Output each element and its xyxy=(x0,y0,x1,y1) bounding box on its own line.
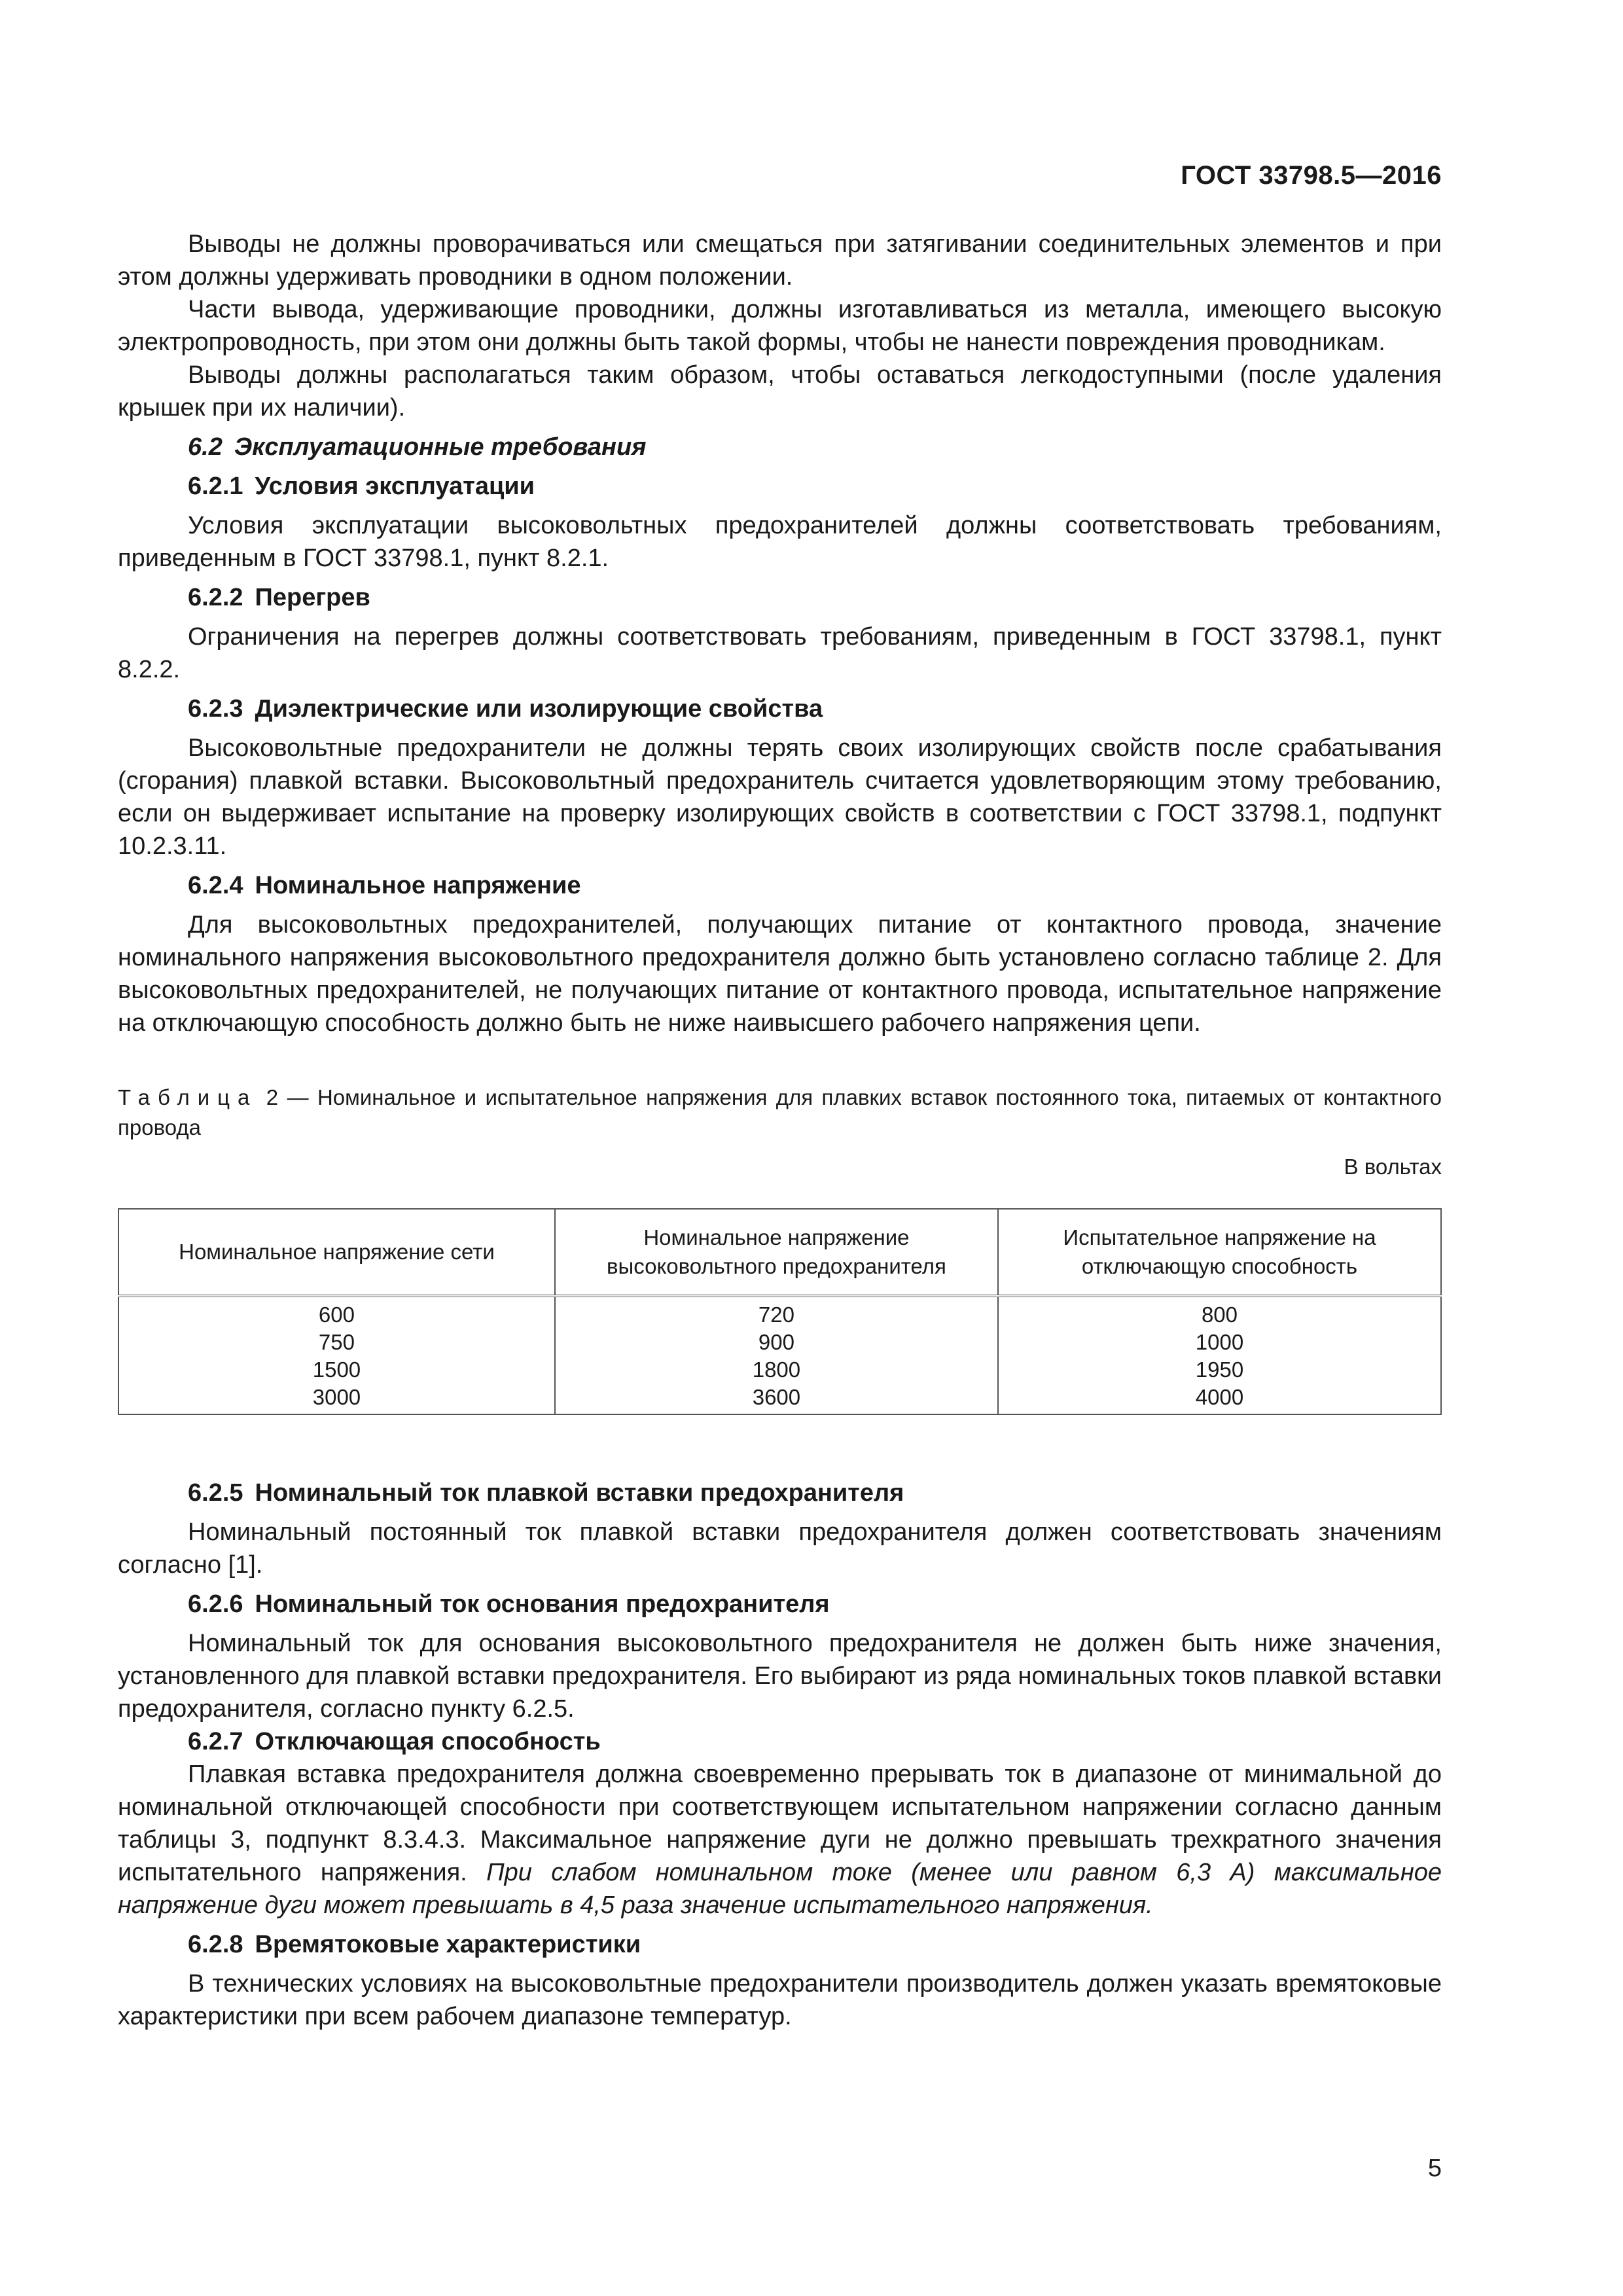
table-units: В вольтах xyxy=(1344,1155,1442,1179)
section-text-6-2-7-italic: При слабом номинальном токе (менее или равном 6,3 А) максимальное напряжение дуги может превышать в 4,5 раза значение испытательного напряжения. xyxy=(118,1859,1442,1919)
table-header-row xyxy=(118,1209,1441,1296)
table-cell-col-3: 800 1000 1950 4000 xyxy=(998,1296,1441,1414)
section-text-6-2-5: Номинальный постоянный ток плавкой вставки предохранителя должен соответствовать значениям согласно [1]. xyxy=(118,1518,1442,1579)
section-heading-6-2-8: 6.2.8 Времятоковые характеристики xyxy=(188,1931,641,1958)
section-text-6-2-8: В технических условиях на высоковольтные предохранители производитель должен указать времятоковые характеристики при всем рабочем диапазоне температур. xyxy=(118,1970,1442,2030)
section-text-6-2-3: Высоковольтные предохранители не должны терять своих изолирующих свойств после срабатывания (сгорания) плавкой вставки. Высоковольтный предохранитель считается удовлетворяющим этому требованию, если он выдерживает испытание на проверку изолирующих свойств в соответствии с ГОСТ 33798.1, подпункт 10.2.3.11. xyxy=(118,734,1442,860)
page-number: 5 xyxy=(1427,2155,1442,2182)
section-heading-6-2-7: 6.2.7 Отключающая способность xyxy=(188,1728,601,1755)
table-cell-col-2: 720 900 1800 3600 xyxy=(555,1296,998,1414)
section-heading-6-2: 6.2 Эксплуатационные требования xyxy=(188,433,647,461)
section-heading-6-2-2: 6.2.2 Перегрев xyxy=(188,584,370,611)
table-header-cell: Испытательное напряжение на отключающую способность xyxy=(998,1209,1441,1296)
after-table-block xyxy=(118,1477,1442,2033)
document-header: ГОСТ 33798.5—2016 xyxy=(1181,161,1442,190)
section-heading-6-2-1: 6.2.1 Условия эксплуатации xyxy=(188,473,535,500)
section-heading-6-2-3: 6.2.3 Диэлектрические или изолирующие свойства xyxy=(188,695,823,723)
intro-paragraph-3: Выводы должны располагаться таким образом, чтобы оставаться легкодоступными (после удаления крышек при их наличии). xyxy=(118,361,1442,422)
content xyxy=(118,228,1442,2033)
section-text-6-2-4: Для высоковольтных предохранителей, получающих питание от контактного провода, значение номинального напряжения высоковольтного предохранителя должно быть установлено согласно таблице 2. Для высоковольтных предохранителей, не получающих питание от контактного провода, испытательное напряжение на отключающую способность должно быть не ниже наивысшего рабочего напряжения цепи. xyxy=(118,911,1442,1037)
table-header-cell: Номинальное напряжение сети xyxy=(118,1209,555,1296)
table-row xyxy=(118,1296,1441,1414)
section-heading-6-2-6: 6.2.6 Номинальный ток основания предохранителя xyxy=(188,1590,830,1618)
table-cell-col-1: 600 750 1500 3000 xyxy=(118,1296,555,1414)
table-header-cell: Номинальное напряжение высоковольтного предохранителя xyxy=(555,1209,998,1296)
table-caption: Таблица 2 — Номинальное и испытательное напряжения для плавких вставок постоянного тока, питаемых от контактного провода xyxy=(118,1085,1442,1139)
section-heading-6-2-5: 6.2.5 Номинальный ток плавкой вставки предохранителя xyxy=(188,1479,904,1507)
section-text-6-2-2: Ограничения на перегрев должны соответствовать требованиям, приведенным в ГОСТ 33798.1, пункт 8.2.2. xyxy=(118,623,1442,683)
voltage-table xyxy=(118,1208,1442,1415)
section-text-6-2-7: Плавкая вставка предохранителя должна своевременно прерывать ток в диапазоне от минимальной до номинальной отключающей способности при соответствующем испытательном напряжении согласно данным таблицы 3, подпункт 8.3.4.3. Максимальное напряжение дуги не должно превышать трехкратного значения испытательного напряжения. При слабом номинальном токе (менее или равном 6,3 А) максимальное напряжение дуги может превышать в 4,5 раза значение испытательного напряжения. xyxy=(118,1761,1442,1919)
section-text-6-2-6: Номинальный ток для основания высоковольтного предохранителя не должен быть ниже значения, установленного для плавкой вставки предохранителя. Его выбирают из ряда номинальных токов плавкой вставки предохранителя, согласно пункту 6.2.5. xyxy=(118,1630,1442,1723)
section-text-6-2-1: Условия эксплуатации высоковольтных предохранителей должны соответствовать требованиям, приведенным в ГОСТ 33798.1, пункт 8.2.1. xyxy=(118,512,1442,572)
section-heading-6-2-4: 6.2.4 Номинальное напряжение xyxy=(188,872,581,899)
intro-paragraph-2: Части вывода, удерживающие проводники, должны изготавливаться из металла, имеющего высокую электропроводность, при этом они должны быть такой формы, чтобы не нанести повреждения проводникам. xyxy=(118,296,1442,356)
intro-paragraph-1: Выводы не должны проворачиваться или смещаться при затягивании соединительных элементов и при этом должны удерживать проводники в одном положении. xyxy=(118,230,1442,291)
